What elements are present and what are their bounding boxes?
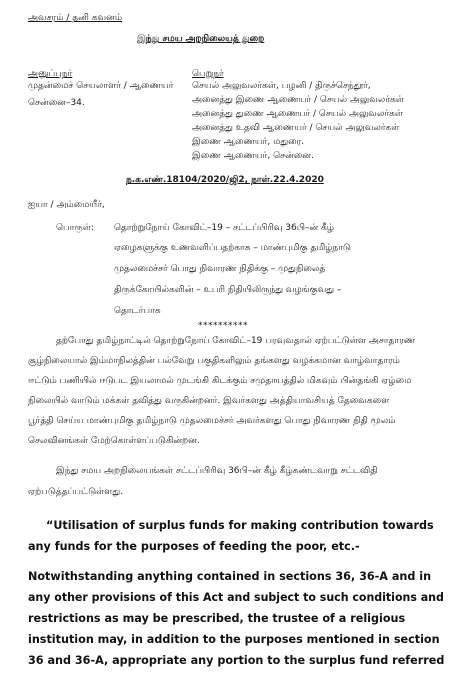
subject-line: தொடர்பாக [114,306,161,316]
recipient-line: அனைத்து துணை ஆணையர் / செயல் அலுவலர்கள் [192,109,403,119]
quote-line: 36 and 36-A, appropriate any portion to the surplus fund referred [28,654,445,667]
recipient-line: இணை ஆணையர், மதுரை. [192,137,305,147]
sender-line: சென்னை–34. [28,98,85,108]
body-line: செலவினங்கள் மேற்கொள்ளப்படுகின்றன. [28,436,200,446]
body-line: தற்போது தமிழ்நாட்டில் தொற்றுநோய் கோவிட்–19 பரவுவதால் ஏற்பட்டுள்ள அசாதாரண [56,336,416,346]
salutation: ஐயா / அம்மையீர், [28,200,105,210]
quote-line: any other provisions of this Act and subject to such conditions and [28,591,444,604]
body-line: ஈட்டும் பணியில் ஈடுபட இயலாமல் முடங்கி கிடக்கும் சமுதாயத்தில் மிகவும் பின்தங்கி ஏழ்மை [28,376,412,386]
department-title: இந்து சமய அறநிலையத் துறை [137,34,265,44]
subject-line: முதலமைச்சர் பொது நிவாரண நிதிக்கு – முதுநிலைத் [114,264,326,274]
sender-line: முதன்மைச் செயலாளர் / ஆணையர் [28,81,174,91]
separator-stars: ********** [198,321,248,331]
subject-line: ஏழைகளுக்கு உணவளிப்பதற்காக – மாண்புமிகு தமிழ்நாடு [114,243,351,253]
subject-line: திருக்கோயில்களின் – உபரி நிதியிலிருந்து வழங்குவது – [114,285,342,295]
recipient-label: பெறுநர் [192,69,224,79]
quote-line: “Utilisation of surplus funds for making contribution towards [46,519,434,532]
urgency-heading: அவசரம் / தனி கவனம் [28,13,123,23]
subject-line: தொற்றுநோய் கோவிட்–19 – சட்டப்பிரிவு 36பி–ன் கீழ் [114,223,335,233]
body-line: சூழ்நிலையால் இம்மாநிலத்தின் பல்வேறு பகுதிகளிலும் தங்களது வழக்கமான வாழ்வாதாரம் [28,356,400,366]
body-line: ஏற்படுத்தப்பட்டுள்ளது. [28,487,124,497]
body-line: பூர்த்தி செய்ய மாண்புமிகு தமிழ்நாடு முதலமைச்சர் அவர்களது பொது நிவாரண நிதி மூலம் [28,416,396,426]
recipient-line: இணை ஆணையர், சென்னை. [192,151,314,161]
subject-label: பொருள்: [56,223,94,233]
quote-line: any funds for the purposes of feeding the poor, etc.- [28,540,360,553]
sender-label: அனுப்புநர் [28,69,73,79]
recipient-line: அனைத்து இணை ஆணையர் / செயல் அலுவலர்கள் [192,95,404,105]
recipient-line: செயல் அலுவலர்கள், பழனி / திருச்செந்தூர், [192,81,371,91]
quote-line: Notwithstanding anything contained in sections 36, 36-A and in [28,570,432,583]
recipient-line: அனைத்து உதவி ஆணையர் / செயல் அலுவலர்கள் [192,123,400,133]
body-line: நிலையில் வாடும் மக்கள் தவித்து வருகின்றனர். இவர்களது அத்தியாவசியத் தேவைகளை [28,396,390,406]
body-line: இந்து சமய அறநிலையங்கள் சட்டப்பிரிவு 36பி–ன் கீழ் கீழ்கண்டவாறு சட்டவிதி [56,466,378,476]
quote-line: restrictions as may be prescribed, the trustee of a religious [28,612,406,625]
quote-line: institution may, in addition to the purposes mentioned in section [28,633,440,646]
reference-number: ந.க.எண்.18104/2020/ஜி2, நாள்.22.4.2020 [126,175,324,185]
